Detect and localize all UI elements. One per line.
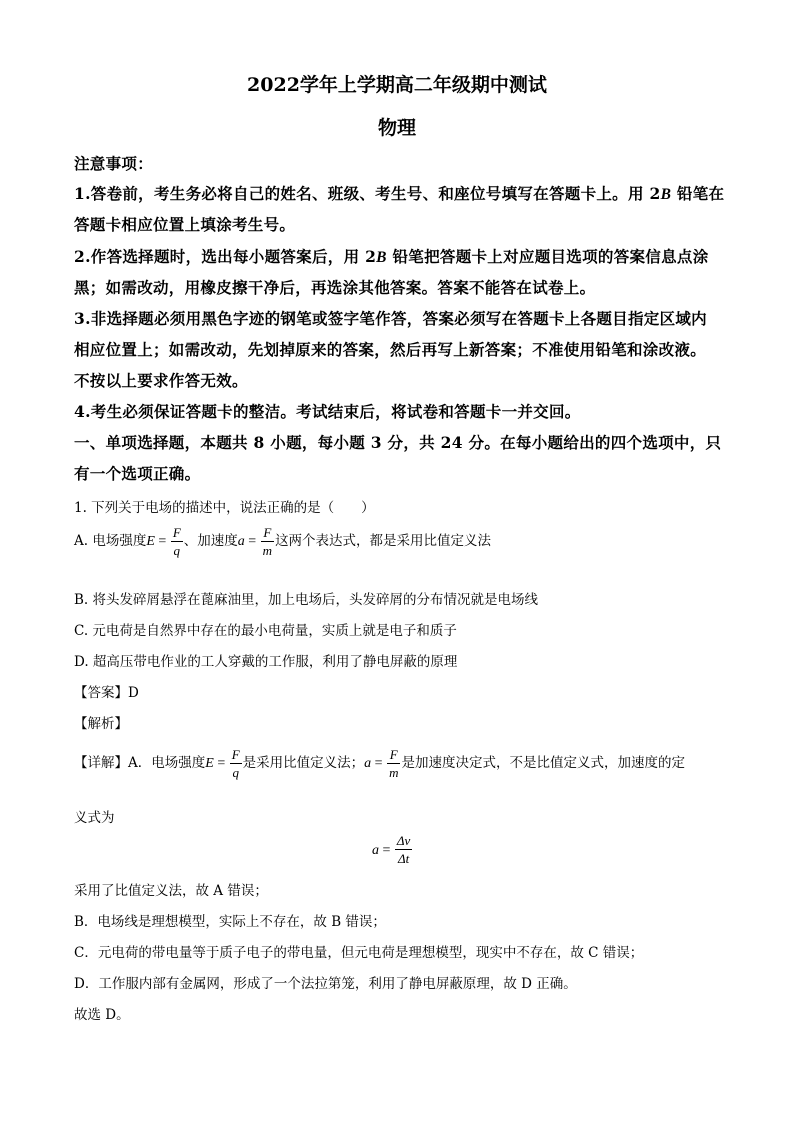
subject-title: 物理 [377, 117, 416, 139]
notice-item-1-line-1: 1.答卷前，考生务必将自己的姓名、班级、考生号、和座位号填写在答题卡上。用 2B 铅笔在 [74, 184, 725, 203]
notice-item-3-line-1: 3.非选择题必须用黑色字迹的钢笔或签字笔作答，答案必须写在答题卡上各题目指定区域内 [74, 309, 707, 328]
detail-d: D．工作服内部有金属网，形成了一个法拉第笼，利用了静电屏蔽原理，故 D 正确。 [74, 976, 577, 992]
detail-c: C．元电荷的带电量等于质子电子的带电量，但元电荷是理想模型，现实中不存在，故 C 错误； [74, 945, 644, 961]
fraction-F-over-m: $\frac{F}{m}$ [262, 525, 273, 558]
fraction-F-over-q: $\frac{F}{q}$ [172, 525, 181, 558]
notice-item-4: 4.考生必须保证答题卡的整洁。考试结束后，将试卷和答题卡一并交回。 [74, 402, 581, 421]
notice-item-3-line-2: 相应位置上；如需改动，先划掉原来的答案，然后再写上新答案；不准使用铅笔和涂改液。 [74, 340, 707, 359]
question-1-option-c: C. 元电荷是自然界中存在的最小电荷量，实质上就是电子和质子 [74, 623, 457, 639]
notice-item-3-line-3: 不按以上要求作答无效。 [74, 371, 248, 390]
detail-b: B．电场线是理想模型，实际上不存在，故 B 错误； [74, 914, 386, 930]
question-1-option-d: D. 超高压带电作业的工人穿戴的工作服，利用了静电屏蔽的原理 [74, 654, 458, 670]
question-1-option-b: B. 将头发碎屑悬浮在蓖麻油里，加上电场后，头发碎屑的分布情况就是电场线 [74, 592, 539, 608]
section-1-heading-line-1: 一、单项选择题，本题共 8 小题，每小题 3 分，共 24 分。在每小题给出的四个选项中，只 [74, 433, 722, 452]
answer-line: 【答案】D [74, 685, 139, 701]
section-1-heading-line-2: 有一个选项正确。 [74, 464, 201, 483]
fraction-dv-over-dt: $\frac{\Delta v}{\Delta t}$ [396, 833, 411, 866]
conclusion: 故选 D。 [74, 1007, 130, 1023]
analysis-label: 【解析】 [74, 716, 128, 732]
acceleration-definition-formula: a = $\frac{\Delta v}{\Delta t}$ [372, 833, 411, 866]
question-1-stem: 1. 下列关于电场的描述中，说法正确的是（ ） [74, 500, 375, 516]
detail-a-line-2: 义式为 [74, 810, 115, 826]
question-1-option-a: A. 电场强度E = $\frac{F}{q}$ 、加速度a = $\frac{F}{m}$ 这两个表达式，都是采用比值定义法 [74, 525, 492, 558]
notice-item-1-line-2: 答题卡相应位置上填涂考生号。 [74, 215, 296, 234]
detail-a-line-3: 采用了比值定义法，故 A 错误； [74, 883, 268, 899]
fraction-F-over-q-detail: $\frac{F}{q}$ [231, 747, 240, 780]
exam-title: 2022学年上学期高二年级期中测试 [247, 74, 547, 96]
notice-item-2-line-2: 黑；如需改动，用橡皮擦干净后，再选涂其他答案。答案不能答在试卷上。 [74, 278, 596, 297]
notice-item-2-line-1: 2.作答选择题时，选出每小题答案后，用 2B 铅笔把答题卡上对应题目选项的答案信息点涂 [74, 247, 709, 266]
detail-a-line-1: 【详解】A．电场强度E = $\frac{F}{q}$ 是采用比值定义法；a = $\frac{F}{m}$ 是加速度决定式，不是比值定义式，加速度的定 [74, 747, 685, 780]
notice-heading: 注意事项： [74, 154, 154, 173]
fraction-F-over-m-detail: $\frac{F}{m}$ [389, 747, 399, 780]
